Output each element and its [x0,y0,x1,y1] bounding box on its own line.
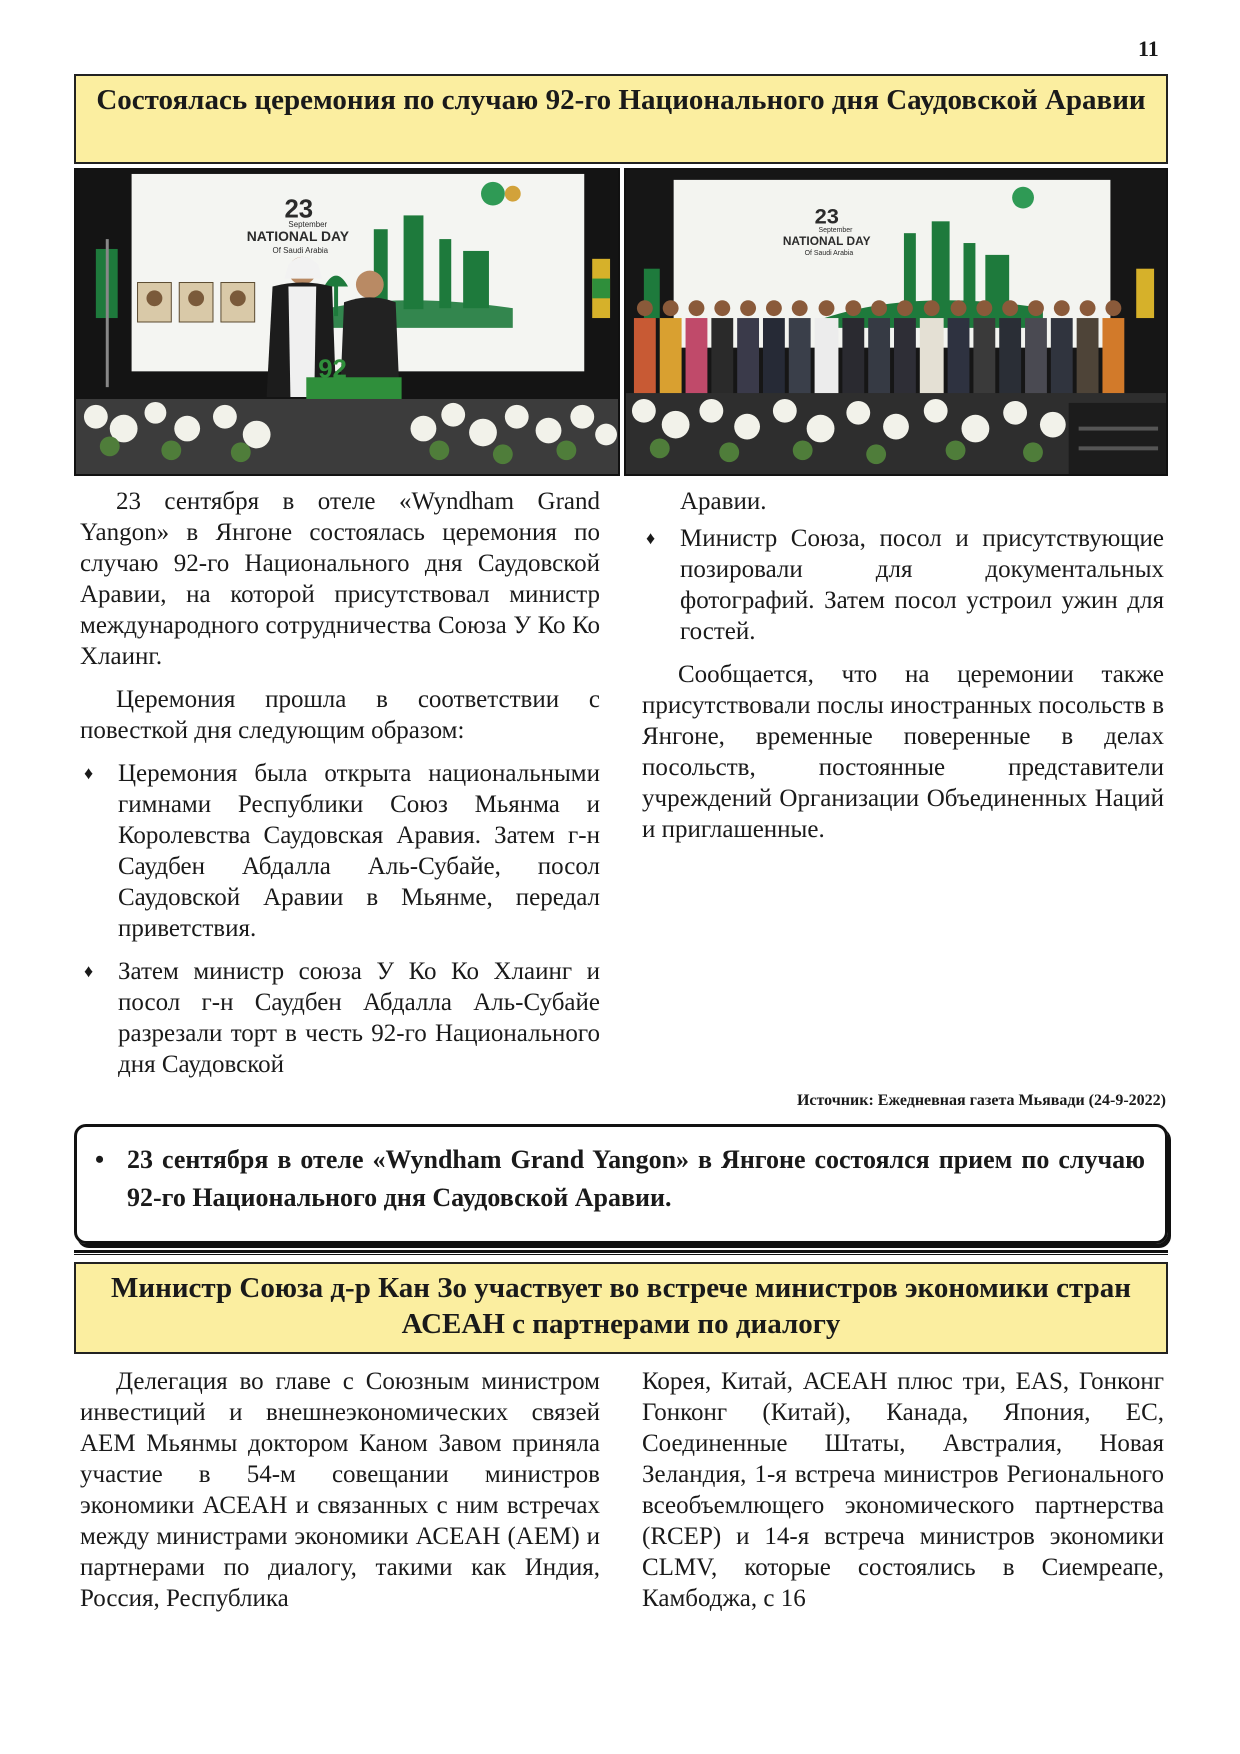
group-photo-illustration [626,170,1166,474]
source-credit: Источник: Ежедневная газета Мьявади (24-9-2022) [796,1092,1166,1109]
list-item-text: Затем министр союза У Ко Ко Хлаинг и посол г-н Саудбен Абдалла Аль-Субайе разрезали торт в честь 92-го Национального дня Саудовской [118,958,600,1078]
summary-box [74,1124,1168,1244]
banner-title: NATIONAL DAY [782,234,871,249]
paragraph: Сообщается, что на церемонии также присутствовали послы иностранных посольств в Янгоне, временные поверенные в делах посольств, постоянные представители учреждений Организации Объединенных Наций и приглашенные. [642,661,1164,843]
banner-sub: Of Saudi Arabia [804,249,854,257]
banner-sub: Of Saudi Arabia [272,245,329,255]
paragraph: Церемония прошла в соответствии с повесткой дня следующим образом: [80,686,600,744]
photo-strip [74,168,1168,476]
list-item [642,523,1164,647]
list-item-text: Аравии. [680,488,767,515]
list-item [80,956,600,1080]
cake-number: 92 [318,355,347,384]
article-right-column [642,486,1164,857]
list-item-text: Церемония была открыта национальными гимнами Республики Союз Мьянма и Королевства Саудовская Аравия. Затем г-н Саудбен Абдалла Аль-Субайе, посол Саудовской Аравии в Мьянме, передал приветствия. [118,760,600,942]
round-bullet-icon: • [95,1145,105,1174]
banner-month: September [288,220,328,230]
page-number: 11 [1138,36,1159,61]
banner-month: September [818,227,853,235]
paragraph: Делегация во главе с Союзным министром инвестиций и внешнеэкономических связей AEM Мьянмы доктором Каном Завом приняла участие в 54-м совещании министров экономики АСЕАН и связанных с ним встречах между министрами экономики АСЕАН (AEM) и партнерами по диалогу, такими как Индия, Россия, Республика [80,1368,600,1612]
list-item [80,758,600,944]
diamond-bullet-icon: ♦ [84,961,94,981]
article-left-column [80,1366,600,1626]
article-right-column [642,1366,1164,1626]
article-title: Состоялась церемония по случаю 92-го Национального дня Саудовской Аравии [74,74,1168,164]
list-item-text: Министр Союза, посол и присутствующие позировали для документальных фотографий. Затем посол устроил ужин для гостей. [680,525,1164,645]
section-divider [74,1250,1168,1255]
banner-day: 23 [284,195,314,224]
diamond-bullet-icon: ♦ [84,763,94,783]
paragraph: 23 сентября в отеле «Wyndham Grand Yangon» в Янгоне состоялась церемония по случаю 92-го Национального дня Саудовской Аравии, на которой присутствовал министр международного сотрудничества Союза У Ко Ко Хлаинг. [80,488,600,670]
summary-text: 23 сентября в отеле «Wyndham Grand Yangon» в Янгоне состоялся прием по случаю 92-го Национального дня Саудовской Аравии. [127,1145,1145,1212]
list-item-continuation [642,486,1164,517]
diamond-bullet-icon: ♦ [646,528,656,548]
cake-cutting-illustration [76,170,618,474]
banner-title: NATIONAL DAY [246,228,350,245]
agenda-list [80,758,600,1080]
paragraph: Корея, Китай, АСЕАН плюс три, EAS, Гонконг Гонконг (Китай), Канада, Япония, ЕС, Соединенные Штаты, Австралия, Новая Зеландия, 1-я встреча министров Регионального всеобъемлющего экономического партнерства (RCEP) и 14-я встреча министров экономики CLMV, которые состоялись в Сиемреапе, Камбоджа, с 16 [642,1368,1164,1612]
article-title: Министр Союза д-р Кан Зо участвует во встрече министров экономики стран АСЕАН с партнерами по диалогу [74,1262,1168,1354]
agenda-list-continued [642,486,1164,647]
article-left-column [80,486,600,1092]
group-photo [624,168,1168,476]
cake-cutting-photo [74,168,620,476]
banner-day: 23 [814,203,839,229]
